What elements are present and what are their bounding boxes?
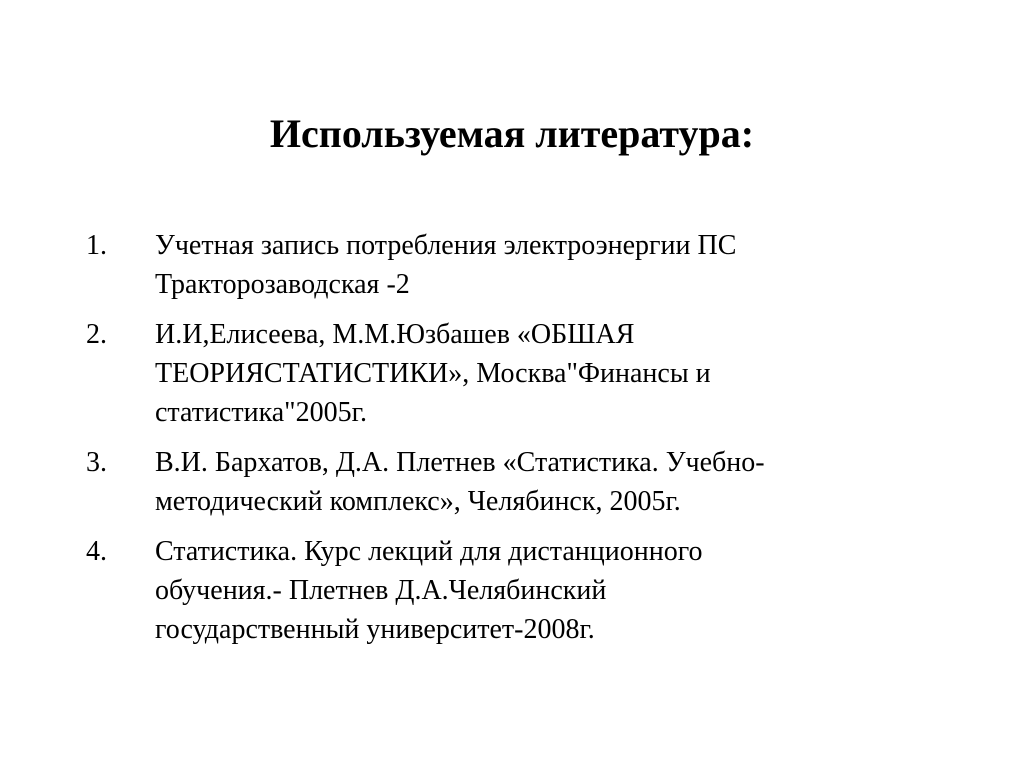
reference-line: Тракторозаводская -2 [155,269,410,300]
reference-line: статистика"2005г. [155,397,367,428]
reference-number: 1. [86,230,107,261]
reference-number: 3. [86,447,107,478]
reference-number: 2. [86,319,107,350]
slide-title: Используемая литература: [269,111,755,156]
reference-line: ТЕОРИЯСТАТИСТИКИ», Москва"Финансы и [155,358,711,389]
reference-line: методический комплекс», Челябинск, 2005г. [155,486,681,517]
reference-line: государственный университет-2008г. [155,614,595,645]
reference-item-4 [86,532,926,649]
reference-list [86,226,926,660]
reference-item-1 [86,226,926,304]
reference-line: Статистика. Курс лекций для дистанционного [155,536,703,567]
reference-line: И.И,Елисеева, М.М.Юзбашев «ОБШАЯ [155,319,635,350]
reference-item-3 [86,443,926,521]
reference-line: обучения.- Плетнев Д.А.Челябинский [155,575,607,606]
reference-item-2 [86,315,926,432]
reference-line: В.И. Бархатов, Д.А. Плетнев «Статистика. Учебно- [155,447,765,478]
reference-line: Учетная запись потребления электроэнергии ПС [155,230,737,261]
reference-number: 4. [86,536,107,567]
